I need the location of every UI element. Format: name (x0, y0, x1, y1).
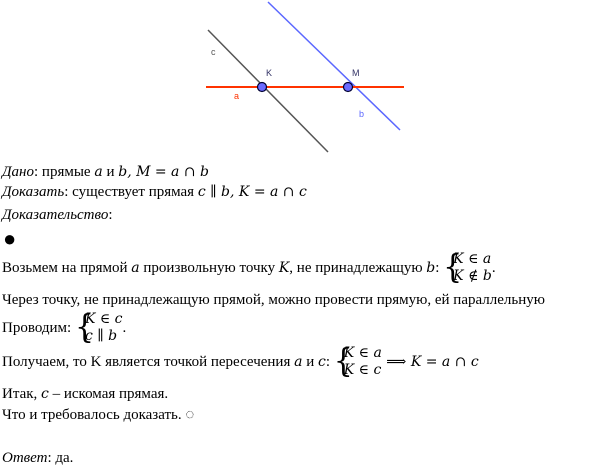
point-K (258, 83, 267, 92)
step3-text: Проводим: (2, 320, 75, 336)
step4-colon: : (325, 354, 331, 370)
step4-c: c (318, 354, 326, 370)
geometry-figure (0, 0, 600, 160)
step4-a: a (294, 354, 303, 370)
prove-label: Доказать (2, 184, 65, 200)
step5-text2: – искомая прямая. (48, 386, 169, 402)
label-c: c (211, 47, 216, 57)
step2 (2, 291, 545, 309)
prove-formula: c ∥ b, K = a ∩ c (197, 184, 307, 200)
step1-end: . (491, 260, 496, 276)
step3 (2, 307, 127, 347)
label-a: a (234, 91, 240, 101)
step1-colon: : (435, 260, 440, 276)
label-b: b (359, 109, 365, 119)
step3-end: . (122, 320, 127, 336)
given-and: и (102, 164, 119, 180)
step5-text: Итак, (2, 386, 42, 402)
bullet: ● (3, 226, 17, 251)
step6 (2, 406, 194, 424)
step4-and: и (302, 354, 318, 370)
step4-text: Получаем, то K является точкой пересечения (2, 354, 295, 370)
proof-colon: : (108, 207, 113, 223)
given-a: a (94, 164, 103, 180)
step4-result: ⟹ K = a ∩ c (381, 354, 479, 370)
prove-text: : существует прямая (64, 184, 198, 200)
step1-system: { K ∈ a K ∉ b (443, 247, 492, 287)
label-M: M (352, 68, 360, 78)
answer-text: : да. (47, 450, 74, 466)
prove-line (2, 183, 307, 201)
answer-line (2, 449, 73, 467)
step1-a: a (131, 260, 140, 276)
step3-system: { K ∈ c c ∥ b (74, 307, 123, 347)
step1-text: Возьмем на прямой (2, 260, 132, 276)
step2-text: Через точку, не принадлежащую прямой, можно провести прямую, ей параллельную (2, 292, 545, 308)
step1 (2, 247, 496, 287)
step1-text2: произвольную точку (139, 260, 279, 276)
point-M (344, 83, 353, 92)
step3-row1: K ∈ c (84, 311, 123, 327)
step6-text: Что и требовалось доказать. ◌ (2, 407, 195, 423)
step4-row2: K ∈ c (343, 362, 382, 378)
given-line (2, 163, 209, 181)
step3-row2: c ∥ b (84, 328, 118, 344)
step1-row1: K ∈ a (453, 251, 492, 267)
given-formula: , M = a ∩ b (127, 164, 209, 180)
step4-system: { K ∈ a K ∈ c (333, 341, 382, 381)
label-K: K (266, 68, 273, 78)
proof-heading (2, 206, 113, 224)
step1-row2: K ∉ b (453, 268, 492, 284)
given-b: b (118, 164, 128, 180)
step1-text3: , не принадлежащую (289, 260, 427, 276)
line-c (208, 30, 328, 152)
given-text: : прямые (34, 164, 95, 180)
answer-label: Ответ (2, 450, 48, 466)
step5-c: c (41, 386, 49, 402)
proof-label: Доказательство (2, 207, 109, 223)
step4 (2, 341, 479, 381)
step5 (2, 385, 168, 403)
step1-K: K (278, 260, 290, 276)
step4-row1: K ∈ a (343, 345, 382, 361)
given-label: Дано (2, 164, 34, 180)
step1-b: b (426, 260, 436, 276)
